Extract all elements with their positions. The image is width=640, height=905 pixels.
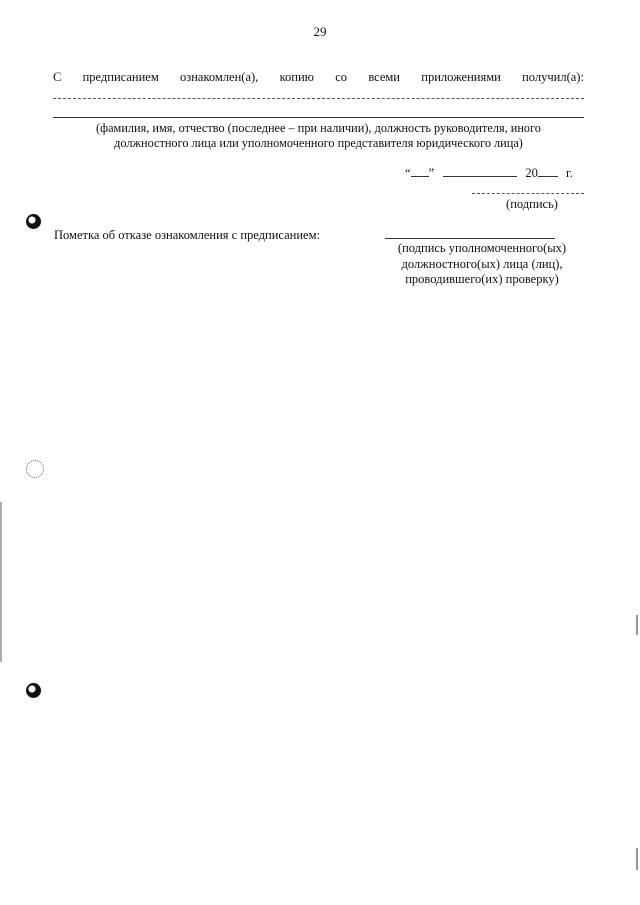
- ack-word: приложениями: [421, 70, 501, 84]
- date-quote-close: ”: [428, 166, 435, 180]
- ack-word: всеми: [368, 70, 400, 84]
- date-line: [405, 164, 585, 181]
- ack-word: копию: [279, 70, 314, 84]
- official-signature-caption: [380, 241, 584, 288]
- right-edge-mark: [636, 615, 638, 635]
- year-blank: [538, 164, 558, 177]
- official-caption-line: (подпись уполномоченного(ых): [397, 241, 567, 255]
- ack-word: предписанием: [82, 70, 159, 84]
- left-edge-mark: [0, 502, 2, 662]
- recipient-fill-line-2: [53, 117, 584, 118]
- right-edge-mark: [636, 848, 638, 870]
- date-quote-open: “: [405, 166, 411, 180]
- ack-word: ознакомлен(а),: [180, 70, 259, 84]
- month-blank: [443, 164, 517, 177]
- ack-word: со: [335, 70, 348, 84]
- year-prefix: 20: [525, 166, 538, 180]
- punch-hole-icon: [26, 683, 41, 698]
- page-number: 29: [313, 24, 327, 39]
- signature-line: [472, 193, 584, 194]
- signature-caption: (подпись): [506, 197, 558, 211]
- acknowledgment-line: [53, 70, 584, 85]
- year-suffix: г.: [566, 166, 573, 180]
- recipient-caption-line: должностного лица или уполномоченного представителя юридического лица): [114, 136, 523, 150]
- recipient-caption-line: (фамилия, имя, отчество (последнее – при наличии), должность руководителя, иного: [96, 121, 541, 135]
- ack-word: С: [53, 70, 62, 84]
- official-signature-line: [385, 238, 555, 239]
- day-blank: [411, 164, 429, 177]
- recipient-caption: [53, 121, 584, 151]
- official-caption-line: проводившего(их) проверку): [405, 272, 559, 286]
- punch-hole-icon: [26, 214, 41, 229]
- scan-mark-icon: [26, 460, 44, 478]
- ack-word: получил(а):: [522, 70, 584, 84]
- recipient-fill-line-1: [53, 98, 584, 99]
- refusal-label: Пометка об отказе ознакомления с предписанием:: [54, 228, 320, 242]
- official-caption-line: должностного(ых) лица (лиц),: [401, 256, 563, 271]
